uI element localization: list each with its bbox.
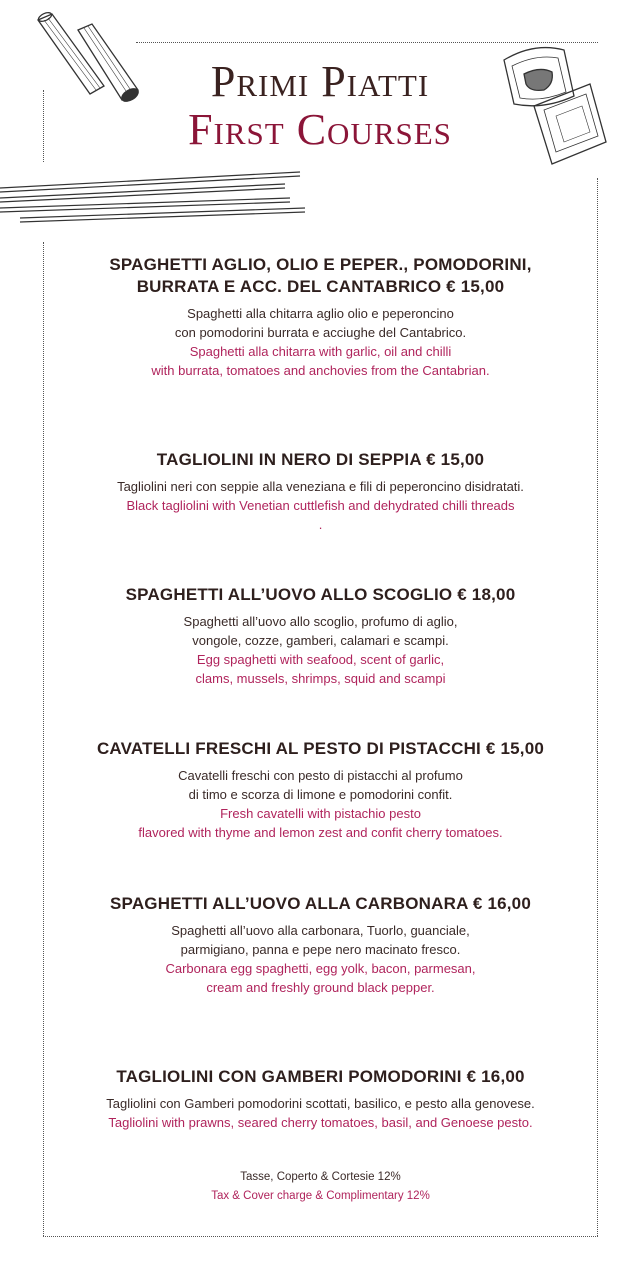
dish-title: CAVATELLI FRESCHI AL PESTO DI PISTACCHI € 15,00 <box>96 739 545 758</box>
dish-description-italian: Spaghetti alla chitarra aglio olio e peperoncino con pomodorini burrata e acciughe del Cantabrico. <box>174 306 467 340</box>
dish-title: TAGLIOLINI IN NERO DI SEPPIA € 15,00 <box>156 450 485 469</box>
dish-description-english: Black tagliolini with Venetian cuttlefish and dehydrated chilli threads . <box>126 498 515 532</box>
frame-right-border <box>597 178 598 1236</box>
page-title-italian: Primi Piatti <box>210 57 430 106</box>
dish-description-english: Egg spaghetti with seafood, scent of garlic, clams, mussels, shrimps, squid and scampi <box>195 652 446 686</box>
dish-title: SPAGHETTI ALL’UOVO ALLO SCOGLIO € 18,00 <box>125 585 516 604</box>
service-charge-italian: Tasse, Coperto & Cortesie 12% <box>240 1171 401 1183</box>
dish-title: SPAGHETTI AGLIO, OLIO E PEPER., POMODORINI, BURRATA E ACC. DEL CANTABRICO € 15,00 <box>109 255 532 296</box>
dish-description-italian: Cavatelli freschi con pesto di pistacchi al profumo di timo e scorza di limone e pomodorini confit. <box>178 768 463 802</box>
dish-title: SPAGHETTI ALL’UOVO ALLA CARBONARA € 16,00 <box>110 894 531 913</box>
dish-description-italian: Spaghetti all’uovo alla carbonara, Tuorlo, guanciale, parmigiano, panna e pepe nero macinato fresco. <box>171 923 470 957</box>
dish-description-english: Tagliolini with prawns, seared cherry tomatoes, basil, and Genoese pesto. <box>108 1115 533 1130</box>
menu-item <box>44 449 597 534</box>
spaghetti-strands-icon <box>0 166 310 226</box>
menu-item <box>44 254 597 380</box>
menu-item <box>44 893 597 997</box>
dish-description-english: Fresh cavatelli with pistachio pesto flavored with thyme and lemon zest and confit cherry tomatoes. <box>138 806 503 840</box>
dish-description-english: Spaghetti alla chitarra with garlic, oil and chilli with burrata, tomatoes and anchovies from the Cantabrian. <box>151 344 490 378</box>
dish-description-italian: Tagliolini neri con seppie alla veneziana e fili di peperoncino disidratati. <box>117 479 524 494</box>
dish-description-italian: Tagliolini con Gamberi pomodorini scottati, basilico, e pesto alla genovese. <box>106 1096 535 1111</box>
frame-bottom-border <box>43 1236 598 1237</box>
menu-item <box>44 584 597 688</box>
menu-item <box>44 1066 597 1132</box>
dish-title: TAGLIOLINI CON GAMBERI POMODORINI € 16,00 <box>116 1067 525 1086</box>
page-title-english: First Courses <box>188 105 452 154</box>
dish-description-italian: Spaghetti all’uovo allo scoglio, profumo di aglio, vongole, cozze, gamberi, calamari e scampi. <box>183 614 458 648</box>
service-charge-english: Tax & Cover charge & Complimentary 12% <box>211 1190 430 1202</box>
dish-description-english: Carbonara egg spaghetti, egg yolk, bacon, parmesan, cream and freshly ground black pepper. <box>165 961 476 995</box>
menu-item <box>44 738 597 842</box>
service-charge-note <box>44 1168 597 1206</box>
